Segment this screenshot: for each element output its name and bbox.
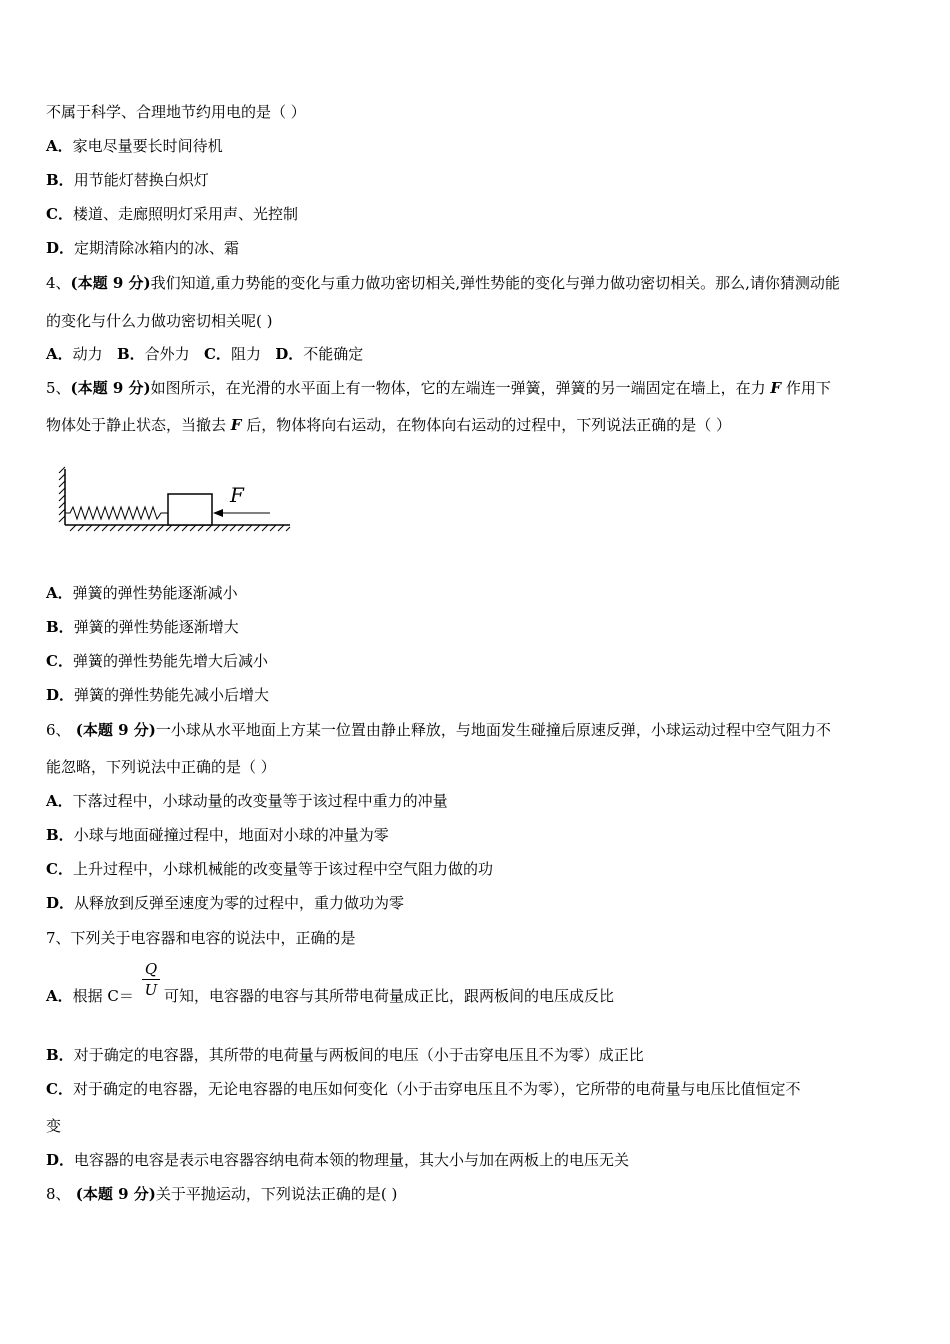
q7-option-b: B．对于确定的电容器，其所带的电荷量与两板间的电压（小于击穿电压且不为零）成正比 — [46, 1046, 644, 1064]
q6-option-b: B．小球与地面碰撞过程中，地面对小球的冲量为零 — [46, 826, 389, 844]
q7-stem: 7、下列关于电容器和电容的说法中，正确的是 — [46, 929, 356, 947]
q5-stem-line2: 物体处于静止状态，当撤去 F 后，物体将向右运动，在物体向右运动的过程中，下列说法正确的是（ ） — [46, 416, 731, 434]
q7-option-c-line2: 变 — [46, 1117, 62, 1135]
q4-score: (本题 9 分) — [70, 274, 151, 292]
wall — [59, 467, 65, 525]
block — [168, 494, 212, 525]
q7-option-a-post: 可知，电容器的电容与其所带电荷量成正比，跟两板间的电压成反比 — [164, 987, 615, 1005]
q6-option-d: D．从释放到反弹至速度为零的过程中，重力做功为零 — [46, 894, 405, 912]
q4-stem-line2: 的变化与什么力做功密切相关呢( ) — [46, 312, 273, 330]
q5-option-b: B．弹簧的弹性势能逐渐增大 — [46, 618, 239, 636]
q7-option-c-line1: C．对于确定的电容器，无论电容器的电压如何变化（小于击穿电压且不为零），它所带的电荷量与电压比值恒定不 — [46, 1080, 801, 1098]
q7-option-a-pre: A．根据 C＝ — [46, 987, 134, 1005]
q4-number: 4、 — [46, 274, 71, 292]
q6-option-a: A．下落过程中，小球动量的改变量等于该过程中重力的冲量 — [46, 792, 448, 810]
q4-stem-line1: 4、(本题 9 分)我们知道,重力势能的变化与重力做功密切相关,弹性势能的变化与弹力做功密切相关。那么,请你猜测动能 — [46, 274, 840, 292]
q6-stem-line1: 6、 (本题 9 分)一小球从水平地面上方某一位置由静止释放，与地面发生碰撞后原速反弹，小球运动过程中空气阻力不 — [46, 721, 831, 739]
q3-option-d: D．定期清除冰箱内的冰、霜 — [46, 239, 240, 257]
q5-option-d: D．弹簧的弹性势能先减小后增大 — [46, 686, 270, 704]
q6-option-c: C．上升过程中，小球机械能的改变量等于该过程中空气阻力做的功 — [46, 860, 493, 878]
spring-block-figure — [58, 465, 298, 537]
floor — [65, 525, 290, 531]
q7-option-d: D．电容器的电容是表示电容器容纳电荷本领的物理量，其大小与加在两板上的电压无关 — [46, 1151, 630, 1169]
q5-option-c: C．弹簧的弹性势能先增大后减小 — [46, 652, 268, 670]
q4-options: A．动力 B．合外力 C．阻力 D．不能确定 — [46, 345, 364, 363]
spring — [65, 507, 168, 519]
capacitance-fraction: $\frac{Q}{U}$ — [142, 960, 160, 999]
q6-stem-line2: 能忽略，下列说法中正确的是（ ） — [46, 758, 276, 776]
q3-option-a: A．家电尽量要长时间待机 — [46, 137, 223, 155]
q5-stem-line1: 5、(本题 9 分)如图所示，在光滑的水平面上有一物体，它的左端连一弹簧，弹簧的另一端固定在墙上，在力 F 作用下 — [46, 379, 831, 397]
q3-stem-tail: 不属于科学、合理地节约用电的是（ ） — [46, 103, 306, 121]
q8-stem: 8、 (本题 9 分)关于平抛运动，下列说法正确的是( ) — [46, 1185, 398, 1203]
force-arrowhead — [213, 509, 223, 517]
q3-option-b: B．用节能灯替换白炽灯 — [46, 171, 209, 189]
q5-option-a: A．弹簧的弹性势能逐渐减小 — [46, 584, 238, 602]
q3-option-c: C．楼道、走廊照明灯采用声、光控制 — [46, 205, 298, 223]
force-label: F — [230, 483, 244, 507]
